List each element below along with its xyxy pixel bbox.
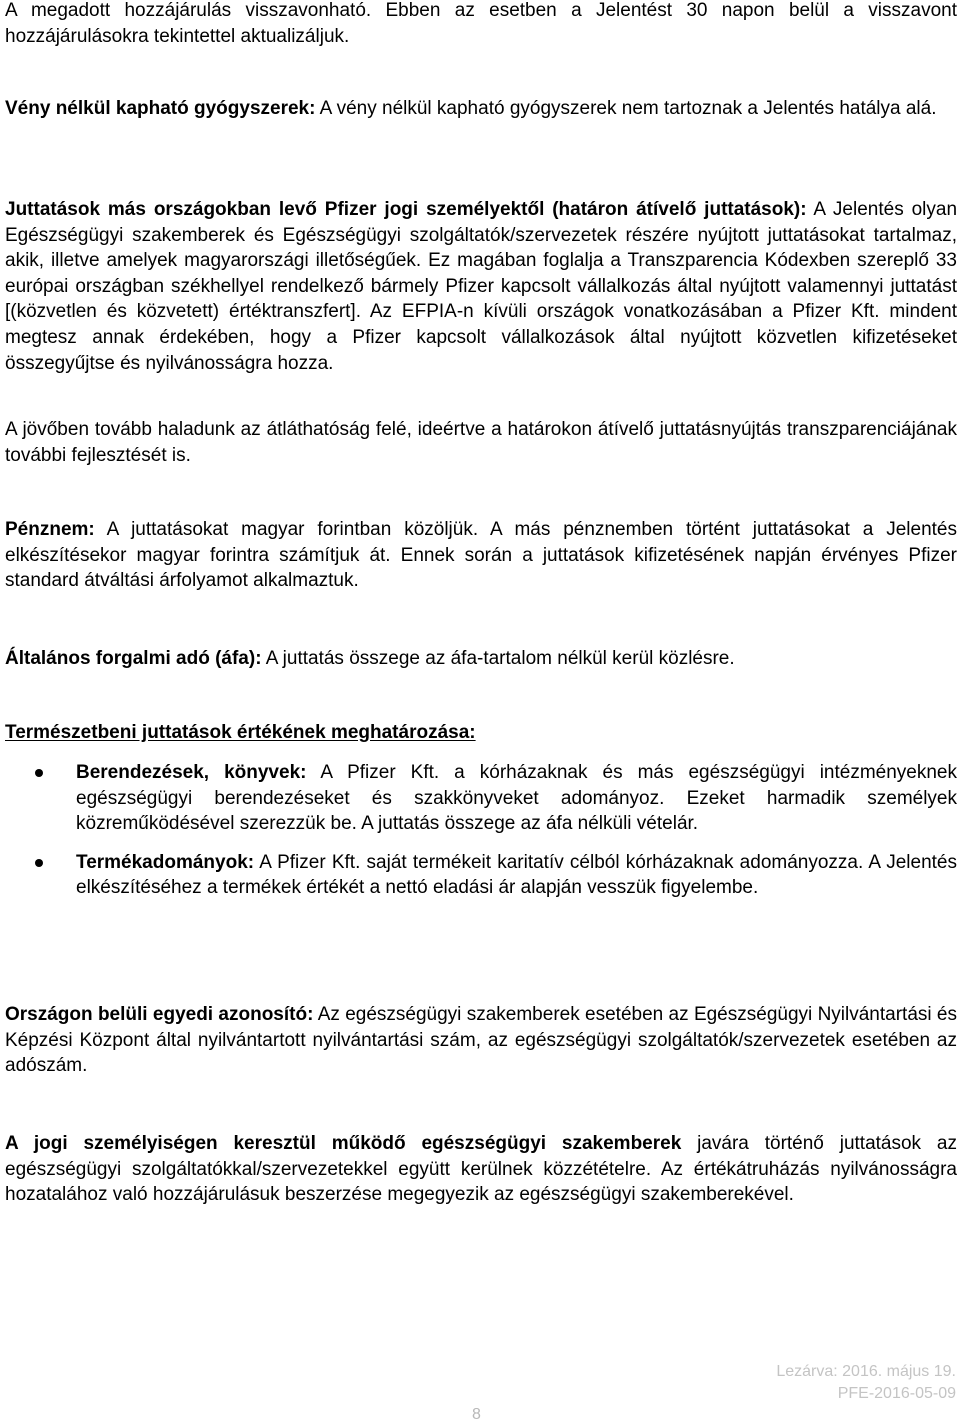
paragraph-future-transparency <box>5 417 957 468</box>
list-item-label: Termékadományok: <box>76 851 255 873</box>
section-label-cross-border: Juttatások más országokban levő Pfizer jogi személyektől (határon átívelő juttatások): <box>5 199 807 220</box>
footer-closed-date: Lezárva: 2016. május 19. <box>776 1363 956 1380</box>
paragraph-text: A juttatás összege az áfa-tartalom nélkül kerül közlésre. <box>261 648 735 669</box>
paragraph-consent-revocation <box>5 0 957 49</box>
bullet-icon <box>35 859 43 867</box>
footer-document-id: PFE-2016-05-09 <box>837 1385 956 1402</box>
paragraph-text: A megadott hozzájárulás visszavonható. Ebben az esetben a Jelentést 30 napon belül a visszavont hozzájárulásokra tekintettel aktualizáljuk. <box>5 0 957 47</box>
paragraph-currency <box>5 517 957 594</box>
section-label-vat: Általános forgalmi adó (áfa): <box>5 648 262 669</box>
paragraph-cross-border <box>5 197 957 376</box>
section-label-identifier: Országon belüli egyedi azonosító: <box>5 1004 314 1025</box>
list-item-label: Berendezések, könyvek: <box>76 762 307 783</box>
list-item <box>5 760 957 837</box>
paragraph-text: A Jelentés olyan Egészségügyi szakemberek és Egészségügyi szolgáltatók/szervezetek részére nyújtott juttatásokat tartalmaz, akik, illetve amelyek magyarországi illetőségűek. Ez magában foglalja a Transzparencia Kódexben szereplő 33 európai országban székhellyel rendelkező bármely Pfizer kapcsolt vállalkozás által nyújtott valamennyi juttatást [(közvetlen és közvetett) értéktranszfert]. Az EFPIA-n kívüli országok vonatkozásában a Pfizer Kft. mindent megtesz annak érdekében, hogy a Pfizer kapcsolt vállalkozások által nyújtott közvetlen kifizetéseket összegyűjtse és nyilvánosságra hozza. <box>5 199 958 374</box>
paragraph-otc-drugs <box>5 96 957 122</box>
bullet-icon <box>35 769 43 777</box>
paragraph-text: javára történő juttatások az egészségügyi szolgáltatókkal/szervezetekkel együtt kerülnek közzétételre. Az értékátruházás nyilvánosságra hozatalához való hozzájárulásuk beszerzése megegyezik az egészségügyi szakemberekével. <box>5 1133 957 1206</box>
paragraph-vat <box>5 646 957 672</box>
paragraph-unique-identifier <box>5 1002 957 1079</box>
in-kind-bullet-list <box>5 760 957 901</box>
page-number: 8 <box>472 1406 481 1423</box>
list-item <box>5 850 957 901</box>
list-item-text: A Pfizer Kft. saját termékeit karitatív célból kórházaknak adományozza. A Jelentés elkészítéséhez a termékek értékét a nettó eladási ár alapján vesszük figyelembe. <box>76 851 957 899</box>
paragraph-text: A juttatásokat magyar forintban közöljük. A más pénznemben történt juttatásokat a Jelentés elkészítésekor magyar forintra számítjuk át. Ennek során a juttatások kifizetésének napján érvényes Pfizer standard átváltási árfolyamot alkalmaztuk. <box>5 519 957 592</box>
paragraph-text: A jövőben tovább haladunk az átláthatóság felé, ideértve a határokon átívelő juttatásnyújtás transzparenciájának további fejlesztését is. <box>5 419 957 466</box>
section-label-otc: Vény nélkül kapható gyógyszerek: <box>5 98 316 119</box>
paragraph-text: A vény nélkül kapható gyógyszerek nem tartoznak a Jelentés hatálya alá. <box>315 98 937 119</box>
section-label-currency: Pénznem: <box>5 519 95 540</box>
list-item-text: A Pfizer Kft. a kórházaknak és más egészségügyi intézményeknek egészségügyi berendezéseket és szakkönyveket adományoz. Ezeket harmadik személyek közreműködésével szerezzük be. A juttatás összege az áfa nélküli vételár. <box>76 762 957 835</box>
paragraph-text: Az egészségügyi szakemberek esetében az Egészségügyi Nyilvántartási és Képzési Központ által nyilvántartott nyilvántartási szám, az egészségügyi szolgáltatók/szervezetek esetében az adószám. <box>5 1004 957 1077</box>
section-label-legal-entity: A jogi személyiségen keresztül működő egészségügyi szakemberek <box>5 1133 682 1154</box>
paragraph-legal-entity-hcp <box>5 1131 957 1208</box>
section-title-in-kind: Természetbeni juttatások értékének meghatározása: <box>5 722 476 743</box>
